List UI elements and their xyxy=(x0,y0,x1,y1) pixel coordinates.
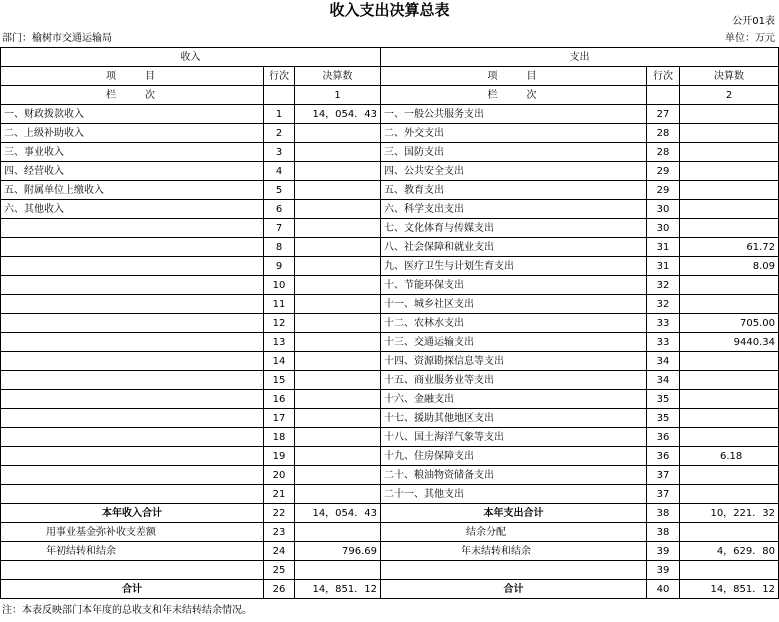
expense-amount-cell xyxy=(680,181,779,200)
expense-col-index: 2 xyxy=(680,86,779,105)
table-row xyxy=(1,314,779,333)
expense-line-cell: 32 xyxy=(647,276,680,295)
column-index-row xyxy=(1,86,779,105)
income-item-cell xyxy=(1,409,264,428)
expense-line-cell: 31 xyxy=(647,257,680,276)
expense-line-cell: 35 xyxy=(647,409,680,428)
income-col-line-blank xyxy=(264,86,295,105)
expense-line-cell: 39 xyxy=(647,542,680,561)
table-row xyxy=(1,295,779,314)
income-line-cell: 11 xyxy=(264,295,295,314)
income-line-cell: 5 xyxy=(264,181,295,200)
expense-item-cell: 十六、金融支出 xyxy=(381,390,647,409)
table-row xyxy=(1,124,779,143)
income-item-cell: 用事业基金弥补收支差额 xyxy=(1,523,264,542)
expense-line-cell: 38 xyxy=(647,523,680,542)
expense-line-cell: 32 xyxy=(647,295,680,314)
expense-line-cell: 34 xyxy=(647,352,680,371)
expense-item-cell: 十九、住房保障支出 xyxy=(381,447,647,466)
expense-amount-cell: 8.09 xyxy=(680,257,779,276)
income-amount-cell xyxy=(295,219,381,238)
table-row xyxy=(1,162,779,181)
income-amount-header: 决算数 xyxy=(295,67,381,86)
income-item-cell xyxy=(1,390,264,409)
income-line-cell: 26 xyxy=(264,580,295,599)
income-amount-cell xyxy=(295,181,381,200)
income-item-cell: 合计 xyxy=(1,580,264,599)
income-item-cell xyxy=(1,219,264,238)
unit-label: 单位：万元 xyxy=(725,33,775,44)
expense-col-row-label: 栏 次 xyxy=(381,86,647,105)
expense-line-cell: 30 xyxy=(647,219,680,238)
income-amount-cell xyxy=(295,352,381,371)
income-item-cell: 二、上级补助收入 xyxy=(1,124,264,143)
income-line-cell: 24 xyxy=(264,542,295,561)
expense-line-cell: 29 xyxy=(647,162,680,181)
expense-item-cell: 五、教育支出 xyxy=(381,181,647,200)
table-row xyxy=(1,333,779,352)
income-line-cell: 6 xyxy=(264,200,295,219)
table-row xyxy=(1,390,779,409)
income-amount-cell xyxy=(295,485,381,504)
expense-amount-cell xyxy=(680,200,779,219)
expense-amount-cell: 10，221．32 xyxy=(680,504,779,523)
income-line-cell: 7 xyxy=(264,219,295,238)
expense-line-cell: 37 xyxy=(647,485,680,504)
income-item-cell: 年初结转和结余 xyxy=(1,542,264,561)
income-line-cell: 18 xyxy=(264,428,295,447)
income-amount-cell xyxy=(295,409,381,428)
table-row xyxy=(1,105,779,124)
income-line-cell: 21 xyxy=(264,485,295,504)
expense-item-cell: 三、国防支出 xyxy=(381,143,647,162)
expense-amount-cell: 9440.34 xyxy=(680,333,779,352)
income-item-cell: 本年收入合计 xyxy=(1,504,264,523)
expense-item-cell xyxy=(381,561,647,580)
table-row xyxy=(1,542,779,561)
expense-group-header: 支出 xyxy=(381,48,779,67)
expense-amount-cell xyxy=(680,466,779,485)
expense-line-cell: 33 xyxy=(647,333,680,352)
income-item-cell xyxy=(1,295,264,314)
income-item-header: 项 目 xyxy=(1,67,264,86)
expense-line-cell: 28 xyxy=(647,143,680,162)
income-amount-cell xyxy=(295,124,381,143)
expense-item-cell: 十三、交通运输支出 xyxy=(381,333,647,352)
page-title: 收入支出决算总表 xyxy=(329,1,450,19)
income-line-cell: 10 xyxy=(264,276,295,295)
expense-amount-cell xyxy=(680,523,779,542)
income-amount-cell: 14，054．43 xyxy=(295,105,381,124)
income-line-cell: 1 xyxy=(264,105,295,124)
table-row xyxy=(1,447,779,466)
expense-line-cell: 27 xyxy=(647,105,680,124)
income-amount-cell xyxy=(295,295,381,314)
expense-item-cell: 七、文化体育与传媒支出 xyxy=(381,219,647,238)
income-amount-cell xyxy=(295,238,381,257)
expense-item-cell: 四、公共安全支出 xyxy=(381,162,647,181)
expense-line-cell: 36 xyxy=(647,428,680,447)
income-line-cell: 12 xyxy=(264,314,295,333)
income-line-cell: 22 xyxy=(264,504,295,523)
table-row xyxy=(1,181,779,200)
expense-amount-cell xyxy=(680,561,779,580)
expense-item-cell: 本年支出合计 xyxy=(381,504,647,523)
expense-item-cell: 结余分配 xyxy=(381,523,647,542)
expense-line-cell: 30 xyxy=(647,200,680,219)
expense-amount-cell xyxy=(680,409,779,428)
table-row xyxy=(1,409,779,428)
expense-amount-header: 决算数 xyxy=(680,67,779,86)
income-item-cell xyxy=(1,561,264,580)
expense-amount-cell xyxy=(680,371,779,390)
income-line-cell: 2 xyxy=(264,124,295,143)
table-row xyxy=(1,200,779,219)
expense-amount-cell xyxy=(680,276,779,295)
income-item-cell xyxy=(1,428,264,447)
income-item-cell xyxy=(1,276,264,295)
income-line-cell: 20 xyxy=(264,466,295,485)
income-item-cell xyxy=(1,447,264,466)
expense-amount-cell xyxy=(680,390,779,409)
income-item-cell: 一、财政拨款收入 xyxy=(1,105,264,124)
expense-item-cell: 九、医疗卫生与计划生育支出 xyxy=(381,257,647,276)
income-item-cell: 五、附属单位上缴收入 xyxy=(1,181,264,200)
table-row xyxy=(1,219,779,238)
income-item-cell: 四、经营收入 xyxy=(1,162,264,181)
income-item-cell: 三、事业收入 xyxy=(1,143,264,162)
expense-line-cell: 31 xyxy=(647,238,680,257)
expense-item-cell: 十一、城乡社区支出 xyxy=(381,295,647,314)
expense-amount-cell xyxy=(680,352,779,371)
income-col-index: 1 xyxy=(295,86,381,105)
group-header-row xyxy=(1,48,779,67)
expense-line-cell: 35 xyxy=(647,390,680,409)
income-amount-cell xyxy=(295,333,381,352)
column-header-row xyxy=(1,67,779,86)
expense-item-cell: 二十一、其他支出 xyxy=(381,485,647,504)
expense-item-cell: 十、节能环保支出 xyxy=(381,276,647,295)
income-amount-cell xyxy=(295,143,381,162)
budget-table xyxy=(0,47,779,599)
income-item-cell xyxy=(1,238,264,257)
income-item-cell xyxy=(1,371,264,390)
income-line-cell: 9 xyxy=(264,257,295,276)
table-row xyxy=(1,485,779,504)
table-row xyxy=(1,466,779,485)
income-amount-cell xyxy=(295,447,381,466)
expense-amount-cell xyxy=(680,105,779,124)
income-amount-cell xyxy=(295,390,381,409)
expense-line-cell: 29 xyxy=(647,181,680,200)
expense-item-cell: 十八、国土海洋气象等支出 xyxy=(381,428,647,447)
table-row xyxy=(1,257,779,276)
income-line-cell: 17 xyxy=(264,409,295,428)
expense-line-cell: 36 xyxy=(647,447,680,466)
expense-amount-cell xyxy=(680,162,779,181)
table-row xyxy=(1,428,779,447)
footnote: 注：本表反映部门本年度的总收支和年末结转结余情况。 xyxy=(2,605,252,616)
income-amount-cell xyxy=(295,276,381,295)
table-row xyxy=(1,143,779,162)
income-amount-cell: 14，054．43 xyxy=(295,504,381,523)
income-item-cell xyxy=(1,352,264,371)
income-amount-cell: 14，851．12 xyxy=(295,580,381,599)
expense-amount-cell xyxy=(680,219,779,238)
income-amount-cell xyxy=(295,561,381,580)
expense-item-cell: 十四、资源勘探信息等支出 xyxy=(381,352,647,371)
expense-amount-cell: 6.18 xyxy=(680,447,779,466)
expense-item-cell: 二、外交支出 xyxy=(381,124,647,143)
income-line-cell: 3 xyxy=(264,143,295,162)
expense-amount-cell: 705.00 xyxy=(680,314,779,333)
table-row xyxy=(1,523,779,542)
table-row xyxy=(1,238,779,257)
income-amount-cell xyxy=(295,162,381,181)
table-row xyxy=(1,561,779,580)
department-label: 部门：榆树市交通运输局 xyxy=(2,33,112,44)
expense-item-cell: 十七、援助其他地区支出 xyxy=(381,409,647,428)
income-item-cell xyxy=(1,333,264,352)
income-col-row-label: 栏 次 xyxy=(1,86,264,105)
income-amount-cell xyxy=(295,466,381,485)
expense-item-cell: 一、一般公共服务支出 xyxy=(381,105,647,124)
income-item-cell xyxy=(1,314,264,333)
expense-amount-cell: 61.72 xyxy=(680,238,779,257)
income-item-cell: 六、其他收入 xyxy=(1,200,264,219)
income-amount-cell xyxy=(295,428,381,447)
expense-item-cell: 八、社会保障和就业支出 xyxy=(381,238,647,257)
expense-amount-cell: 4，629．80 xyxy=(680,542,779,561)
income-amount-cell xyxy=(295,314,381,333)
income-amount-cell xyxy=(295,257,381,276)
expense-line-cell: 28 xyxy=(647,124,680,143)
expense-item-cell: 六、科学支出支出 xyxy=(381,200,647,219)
expense-item-header: 项 目 xyxy=(381,67,647,86)
table-row xyxy=(1,504,779,523)
income-line-header: 行次 xyxy=(264,67,295,86)
income-line-cell: 15 xyxy=(264,371,295,390)
table-row xyxy=(1,352,779,371)
expense-amount-cell xyxy=(680,124,779,143)
income-line-cell: 8 xyxy=(264,238,295,257)
expense-line-cell: 33 xyxy=(647,314,680,333)
expense-amount-cell xyxy=(680,295,779,314)
expense-line-cell: 37 xyxy=(647,466,680,485)
expense-line-cell: 39 xyxy=(647,561,680,580)
expense-col-line-blank xyxy=(647,86,680,105)
income-line-cell: 4 xyxy=(264,162,295,181)
income-item-cell xyxy=(1,257,264,276)
income-amount-cell: 796.69 xyxy=(295,542,381,561)
expense-amount-cell xyxy=(680,428,779,447)
expense-amount-cell: 14，851．12 xyxy=(680,580,779,599)
expense-line-header: 行次 xyxy=(647,67,680,86)
table-row xyxy=(1,371,779,390)
expense-amount-cell xyxy=(680,485,779,504)
income-item-cell xyxy=(1,485,264,504)
income-line-cell: 19 xyxy=(264,447,295,466)
income-amount-cell xyxy=(295,371,381,390)
expense-item-cell: 十五、商业服务业等支出 xyxy=(381,371,647,390)
expense-item-cell: 二十、粮油物资储备支出 xyxy=(381,466,647,485)
expense-line-cell: 34 xyxy=(647,371,680,390)
income-line-cell: 16 xyxy=(264,390,295,409)
income-line-cell: 14 xyxy=(264,352,295,371)
income-line-cell: 25 xyxy=(264,561,295,580)
table-row xyxy=(1,276,779,295)
expense-item-cell: 合计 xyxy=(381,580,647,599)
income-group-header: 收入 xyxy=(1,48,381,67)
expense-line-cell: 38 xyxy=(647,504,680,523)
expense-amount-cell xyxy=(680,143,779,162)
income-amount-cell xyxy=(295,200,381,219)
income-item-cell xyxy=(1,466,264,485)
expense-item-cell: 年末结转和结余 xyxy=(381,542,647,561)
expense-line-cell: 40 xyxy=(647,580,680,599)
income-amount-cell xyxy=(295,523,381,542)
form-number: 公开01表 xyxy=(732,16,775,27)
income-line-cell: 23 xyxy=(264,523,295,542)
income-line-cell: 13 xyxy=(264,333,295,352)
expense-item-cell: 十二、农林水支出 xyxy=(381,314,647,333)
table-row xyxy=(1,580,779,599)
